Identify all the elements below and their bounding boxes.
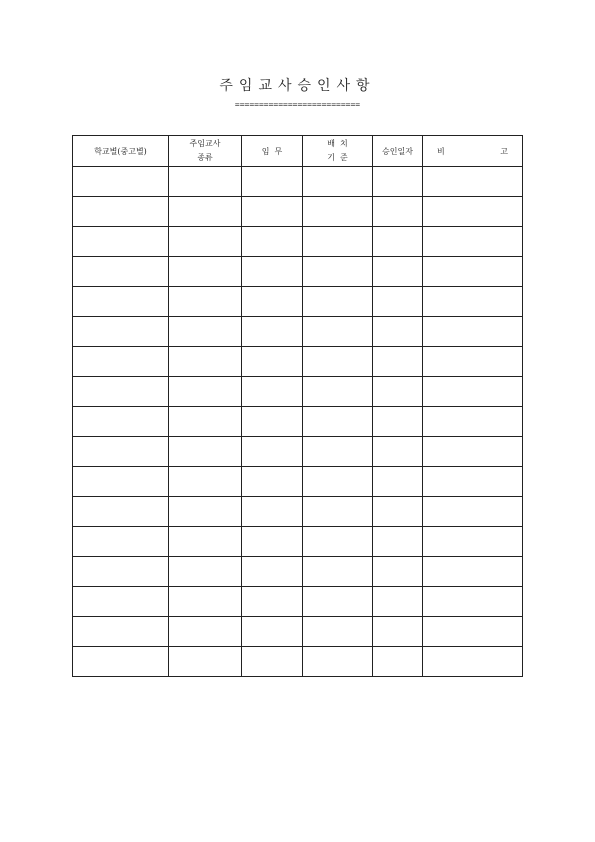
table-cell[interactable] — [169, 167, 242, 197]
table-cell[interactable] — [242, 407, 303, 437]
table-cell[interactable] — [373, 287, 423, 317]
table-cell[interactable] — [169, 527, 242, 557]
table-cell[interactable] — [169, 257, 242, 287]
document-title: 주임교사승인사항 — [219, 78, 376, 94]
table-cell[interactable] — [373, 317, 423, 347]
table-cell[interactable] — [242, 197, 303, 227]
table-cell[interactable] — [303, 227, 373, 257]
table-cell[interactable] — [373, 557, 423, 587]
table-cell[interactable] — [169, 287, 242, 317]
table-cell[interactable] — [423, 617, 523, 647]
table-cell[interactable] — [303, 347, 373, 377]
table-cell[interactable] — [303, 317, 373, 347]
table-cell[interactable] — [242, 347, 303, 377]
table-row — [73, 377, 523, 407]
table-cell[interactable] — [242, 257, 303, 287]
table-cell[interactable] — [373, 197, 423, 227]
table-cell[interactable] — [73, 437, 169, 467]
header-placement-criteria: 배 치 기 준 — [303, 136, 373, 167]
table-cell[interactable] — [73, 227, 169, 257]
table-cell[interactable] — [423, 197, 523, 227]
table-cell[interactable] — [242, 437, 303, 467]
table-cell[interactable] — [423, 527, 523, 557]
table-cell[interactable] — [423, 467, 523, 497]
table-cell[interactable] — [373, 497, 423, 527]
table-row — [73, 527, 523, 557]
table-cell[interactable] — [423, 407, 523, 437]
table-cell[interactable] — [303, 557, 373, 587]
table-cell[interactable] — [242, 617, 303, 647]
table-row — [73, 587, 523, 617]
table-row — [73, 347, 523, 377]
table-row — [73, 197, 523, 227]
table-cell[interactable] — [73, 197, 169, 227]
table-cell[interactable] — [373, 437, 423, 467]
table-cell[interactable] — [242, 167, 303, 197]
table-row — [73, 317, 523, 347]
table-row — [73, 647, 523, 677]
table-cell[interactable] — [303, 167, 373, 197]
table-cell[interactable] — [373, 167, 423, 197]
table-cell[interactable] — [303, 527, 373, 557]
table-cell[interactable] — [73, 467, 169, 497]
table-cell[interactable] — [73, 527, 169, 557]
table-cell[interactable] — [303, 647, 373, 677]
table-row — [73, 287, 523, 317]
header-head-teacher-type: 주임교사 종류 — [169, 136, 242, 167]
table-cell[interactable] — [242, 587, 303, 617]
table-cell[interactable] — [169, 467, 242, 497]
table-row — [73, 557, 523, 587]
table-cell[interactable] — [303, 467, 373, 497]
table-row — [73, 227, 523, 257]
table-cell[interactable] — [373, 527, 423, 557]
table-cell[interactable] — [73, 167, 169, 197]
table-cell[interactable] — [73, 617, 169, 647]
header-remarks: 비 고 — [423, 136, 523, 167]
table-cell[interactable] — [423, 347, 523, 377]
table-cell[interactable] — [73, 647, 169, 677]
table-cell[interactable] — [373, 617, 423, 647]
table-body — [73, 167, 523, 677]
table-cell[interactable] — [242, 377, 303, 407]
table-cell[interactable] — [242, 227, 303, 257]
table-cell[interactable] — [423, 167, 523, 197]
table-cell[interactable] — [303, 617, 373, 647]
table-cell[interactable] — [423, 317, 523, 347]
table-cell[interactable] — [169, 497, 242, 527]
table-cell[interactable] — [242, 647, 303, 677]
table-cell[interactable] — [373, 647, 423, 677]
table-cell[interactable] — [73, 497, 169, 527]
table-cell[interactable] — [303, 587, 373, 617]
table-cell[interactable] — [73, 557, 169, 587]
table-cell[interactable] — [423, 497, 523, 527]
table-cell[interactable] — [423, 377, 523, 407]
table-cell[interactable] — [169, 197, 242, 227]
table-cell[interactable] — [303, 197, 373, 227]
table-cell[interactable] — [373, 257, 423, 287]
table-cell[interactable] — [303, 287, 373, 317]
table-cell[interactable] — [242, 557, 303, 587]
table-cell[interactable] — [73, 317, 169, 347]
table-cell[interactable] — [73, 407, 169, 437]
table-cell[interactable] — [373, 377, 423, 407]
table-header-row — [73, 136, 523, 167]
table-cell[interactable] — [73, 587, 169, 617]
table-row — [73, 407, 523, 437]
table-row — [73, 257, 523, 287]
table-cell[interactable] — [423, 587, 523, 617]
title-underline: ========================== — [234, 100, 361, 109]
table-cell[interactable] — [169, 557, 242, 587]
table-cell[interactable] — [423, 287, 523, 317]
header-school: 학교별(중고별) — [73, 136, 169, 167]
table-row — [73, 467, 523, 497]
table-cell[interactable] — [423, 257, 523, 287]
approval-table — [72, 135, 523, 677]
table-cell[interactable] — [303, 497, 373, 527]
header-duty: 임 무 — [242, 136, 303, 167]
table-cell[interactable] — [373, 227, 423, 257]
table-cell[interactable] — [373, 467, 423, 497]
table-row — [73, 437, 523, 467]
table-cell[interactable] — [242, 527, 303, 557]
table-cell[interactable] — [73, 347, 169, 377]
table-cell[interactable] — [169, 377, 242, 407]
table-cell[interactable] — [303, 377, 373, 407]
table-cell[interactable] — [73, 287, 169, 317]
table-cell[interactable] — [169, 317, 242, 347]
table-cell[interactable] — [423, 437, 523, 467]
table-cell[interactable] — [242, 497, 303, 527]
table-cell[interactable] — [169, 647, 242, 677]
table-cell[interactable] — [373, 407, 423, 437]
header-approval-date: 승인일자 — [373, 136, 423, 167]
table-cell[interactable] — [423, 647, 523, 677]
table-cell[interactable] — [303, 437, 373, 467]
table-cell[interactable] — [373, 587, 423, 617]
table-row — [73, 497, 523, 527]
table-cell[interactable] — [169, 407, 242, 437]
table-cell[interactable] — [73, 377, 169, 407]
table-cell[interactable] — [169, 587, 242, 617]
table-row — [73, 167, 523, 197]
table-cell[interactable] — [373, 347, 423, 377]
table-cell[interactable] — [169, 347, 242, 377]
table-cell[interactable] — [169, 437, 242, 467]
table-row — [73, 617, 523, 647]
table-cell[interactable] — [423, 227, 523, 257]
table-cell[interactable] — [169, 617, 242, 647]
table-cell[interactable] — [73, 257, 169, 287]
table-cell[interactable] — [303, 257, 373, 287]
table-cell[interactable] — [423, 557, 523, 587]
table-cell[interactable] — [169, 227, 242, 257]
table-cell[interactable] — [303, 407, 373, 437]
table-cell[interactable] — [242, 317, 303, 347]
table-cell[interactable] — [242, 467, 303, 497]
table-cell[interactable] — [242, 287, 303, 317]
